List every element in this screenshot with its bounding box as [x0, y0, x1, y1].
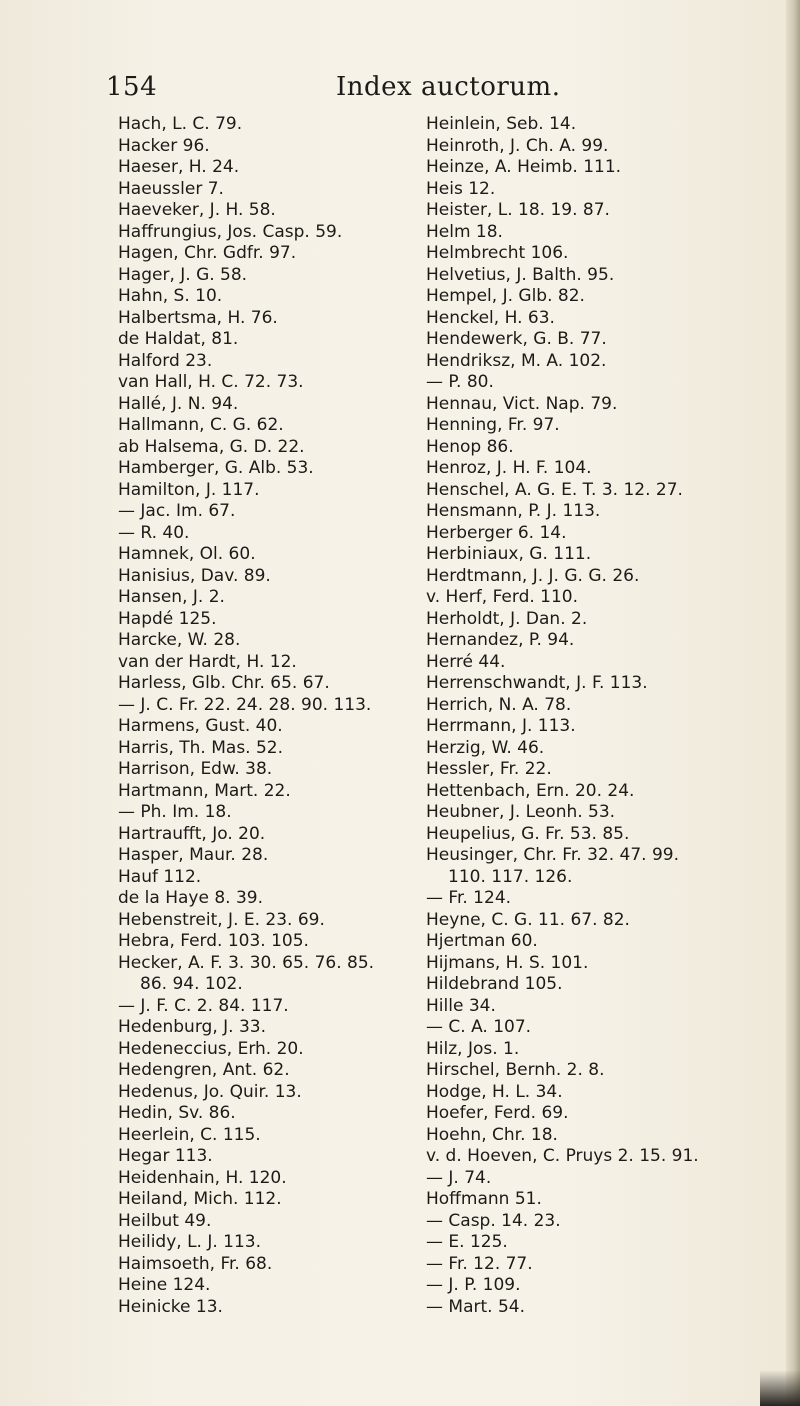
- index-entry: Heubner, J. Leonh. 53.: [426, 802, 616, 822]
- index-entry: Helvetius, J. Balth. 95.: [426, 264, 615, 285]
- page-corner-shadow: [760, 1370, 800, 1406]
- index-entry: Hettenbach, Ern. 20. 24.: [426, 780, 635, 801]
- index-entry: Herberger 6. 14.: [426, 522, 567, 543]
- index-entry: Henroz, J. H. F. 104.: [426, 458, 592, 478]
- index-entry: Hamilton, J. 117.: [118, 479, 260, 500]
- index-entry: — E. 125.: [426, 1232, 508, 1252]
- index-entry: Hildebrand 105.: [426, 974, 563, 994]
- index-entry: Helmbrecht 106.: [426, 243, 569, 263]
- index-entry: Hager, J. G. 58.: [118, 264, 248, 285]
- index-entry: — Jac. Im. 67.: [118, 501, 236, 521]
- index-entry: Heinroth, J. Ch. A. 99.: [426, 135, 609, 156]
- index-entry: Hagen, Chr. Gdfr. 97.: [118, 243, 297, 263]
- index-entry: Hacker 96.: [118, 135, 210, 156]
- index-entry: Hoefer, Ferd. 69.: [426, 1103, 569, 1123]
- index-entry: Hedeneccius, Erh. 20.: [118, 1038, 304, 1059]
- index-entry: Heinlein, Seb. 14.: [426, 114, 577, 134]
- index-entry: Herdtmann, J. J. G. G. 26.: [426, 565, 640, 586]
- index-entry: Hilz, Jos. 1.: [426, 1038, 520, 1059]
- index-entry: Heusinger, Chr. Fr. 32. 47. 99.: [426, 845, 679, 865]
- index-entry: v. Herf, Ferd. 110.: [426, 587, 579, 607]
- index-entry: Heupelius, G. Fr. 53. 85.: [426, 823, 630, 844]
- index-entry: Herzig, W. 46.: [426, 737, 545, 758]
- index-entry: Hebenstreit, J. E. 23. 69.: [118, 909, 325, 930]
- index-entry: — P. 80.: [426, 372, 494, 392]
- index-entry: — R. 40.: [118, 522, 190, 543]
- index-entry: Halbertsma, H. 76.: [118, 307, 278, 328]
- index-entry: Hahn, S. 10.: [118, 286, 223, 306]
- index-entry: Henckel, H. 63.: [426, 307, 555, 328]
- index-entry: Hedenus, Jo. Quir. 13.: [118, 1081, 302, 1102]
- index-entry: — J. P. 109.: [426, 1275, 521, 1295]
- index-entry: Harmens, Gust. 40.: [118, 716, 283, 736]
- index-entry: — J. F. C. 2. 84. 117.: [118, 995, 289, 1016]
- page-number: 154: [106, 72, 158, 102]
- index-entry: Haffrungius, Jos. Casp. 59.: [118, 221, 343, 242]
- index-entry: Hecker, A. F. 3. 30. 65. 76. 85.: [118, 952, 375, 973]
- index-entry: — J. C. Fr. 22. 24. 28. 90. 113.: [118, 694, 372, 715]
- running-title: Index auctorum.: [336, 72, 561, 102]
- index-entry: Hoffmann 51.: [426, 1189, 542, 1209]
- page-header: [106, 72, 706, 112]
- index-entry: Heidenhain, H. 120.: [118, 1167, 287, 1188]
- index-entry: Henop 86.: [426, 436, 514, 457]
- index-entry: Herrich, N. A. 78.: [426, 694, 572, 715]
- index-entry: Heine 124.: [118, 1275, 211, 1295]
- index-entry: Hennau, Vict. Nap. 79.: [426, 393, 618, 414]
- index-entry: Hendewerk, G. B. 77.: [426, 329, 607, 349]
- index-entry: Hernandez, P. 94.: [426, 630, 575, 650]
- index-entry: van Hall, H. C. 72. 73.: [118, 372, 304, 392]
- index-entry: Hirschel, Bernh. 2. 8.: [426, 1060, 605, 1080]
- page-edge: [786, 0, 800, 1406]
- index-entry: Henning, Fr. 97.: [426, 415, 560, 435]
- index-entry: Herholdt, J. Dan. 2.: [426, 608, 588, 629]
- index-entry: Hedengren, Ant. 62.: [118, 1060, 290, 1080]
- index-entry: Hasper, Maur. 28.: [118, 845, 269, 865]
- index-entry: van der Hardt, H. 12.: [118, 651, 297, 672]
- index-column-left: [118, 114, 428, 1318]
- index-entry-continuation: 86. 94. 102.: [140, 974, 243, 994]
- index-entry: Hensmann, P. J. 113.: [426, 501, 601, 521]
- index-entry: Heilbut 49.: [118, 1210, 212, 1231]
- index-entry: Herbiniaux, G. 111.: [426, 544, 592, 564]
- index-entry: Hille 34.: [426, 995, 496, 1016]
- index-entry: Hjertman 60.: [426, 931, 538, 951]
- index-entry: Hallmann, C. G. 62.: [118, 415, 284, 435]
- index-entry: Hodge, H. L. 34.: [426, 1081, 563, 1102]
- index-entry: — Fr. 124.: [426, 888, 512, 908]
- index-entry: — Casp. 14. 23.: [426, 1210, 561, 1231]
- index-entry: de Haldat, 81.: [118, 329, 239, 349]
- index-entry: Heilidy, L. J. 113.: [118, 1232, 262, 1252]
- index-entry: Halford 23.: [118, 350, 213, 371]
- index-column-right: [426, 114, 786, 1318]
- index-entry: Hansen, J. 2.: [118, 587, 225, 607]
- index-entry: Heister, L. 18. 19. 87.: [426, 200, 610, 220]
- index-entry: Henschel, A. G. E. T. 3. 12. 27.: [426, 479, 683, 500]
- index-entry: Hegar 113.: [118, 1146, 213, 1166]
- index-entry: Hanisius, Dav. 89.: [118, 565, 271, 586]
- index-entry: Hartmann, Mart. 22.: [118, 780, 291, 801]
- index-entry: Helm 18.: [426, 221, 503, 242]
- index-entry: Heinze, A. Heimb. 111.: [426, 157, 622, 177]
- index-entry: Harrison, Edw. 38.: [118, 759, 273, 779]
- index-entry: de la Haye 8. 39.: [118, 888, 263, 908]
- index-entry: Harris, Th. Mas. 52.: [118, 737, 284, 758]
- index-entry: Hapdé 125.: [118, 608, 217, 629]
- index-entry: Haimsoeth, Fr. 68.: [118, 1253, 273, 1274]
- index-entry: Hedenburg, J. 33.: [118, 1017, 266, 1037]
- index-entry: Herrmann, J. 113.: [426, 716, 576, 736]
- index-entry: Hijmans, H. S. 101.: [426, 952, 589, 973]
- index-entry: Hendriksz, M. A. 102.: [426, 350, 607, 371]
- index-entry: Harcke, W. 28.: [118, 630, 241, 650]
- index-entry: Haeussler 7.: [118, 178, 224, 199]
- index-entry: Heinicke 13.: [118, 1296, 223, 1317]
- index-entry: Hallé, J. N. 94.: [118, 393, 239, 414]
- index-entry: ab Halsema, G. D. 22.: [118, 436, 305, 457]
- index-entry-continuation: 110. 117. 126.: [448, 866, 573, 887]
- index-entry: — J. 74.: [426, 1167, 492, 1188]
- index-entry: Hebra, Ferd. 103. 105.: [118, 931, 309, 951]
- index-entry: v. d. Hoeven, C. Pruys 2. 15. 91.: [426, 1146, 699, 1166]
- index-entry: Heerlein, C. 115.: [118, 1124, 261, 1145]
- index-entry: Hessler, Fr. 22.: [426, 759, 552, 779]
- index-entry: — Fr. 12. 77.: [426, 1253, 533, 1274]
- index-entry: Haeveker, J. H. 58.: [118, 200, 276, 220]
- index-entry: Heiland, Mich. 112.: [118, 1189, 282, 1209]
- index-entry: Hamberger, G. Alb. 53.: [118, 458, 314, 478]
- index-entry: Haeser, H. 24.: [118, 157, 240, 177]
- index-entry: Hempel, J. Glb. 82.: [426, 286, 585, 306]
- index-entry: Heyne, C. G. 11. 67. 82.: [426, 909, 630, 930]
- index-entry: Hedin, Sv. 86.: [118, 1103, 236, 1123]
- index-entry: — Ph. Im. 18.: [118, 802, 232, 822]
- index-entry: Hamnek, Ol. 60.: [118, 544, 256, 564]
- index-entry: Hach, L. C. 79.: [118, 114, 243, 134]
- index-entry: Harless, Glb. Chr. 65. 67.: [118, 673, 330, 693]
- index-entry: Hoehn, Chr. 18.: [426, 1124, 558, 1145]
- index-entry: — C. A. 107.: [426, 1017, 532, 1037]
- index-entry: Heis 12.: [426, 178, 496, 199]
- index-entry: Herré 44.: [426, 651, 506, 672]
- index-entry: Herrenschwandt, J. F. 113.: [426, 673, 648, 693]
- index-entry: — Mart. 54.: [426, 1296, 525, 1317]
- index-entry: Hauf 112.: [118, 866, 202, 887]
- index-entry: Hartraufft, Jo. 20.: [118, 823, 266, 844]
